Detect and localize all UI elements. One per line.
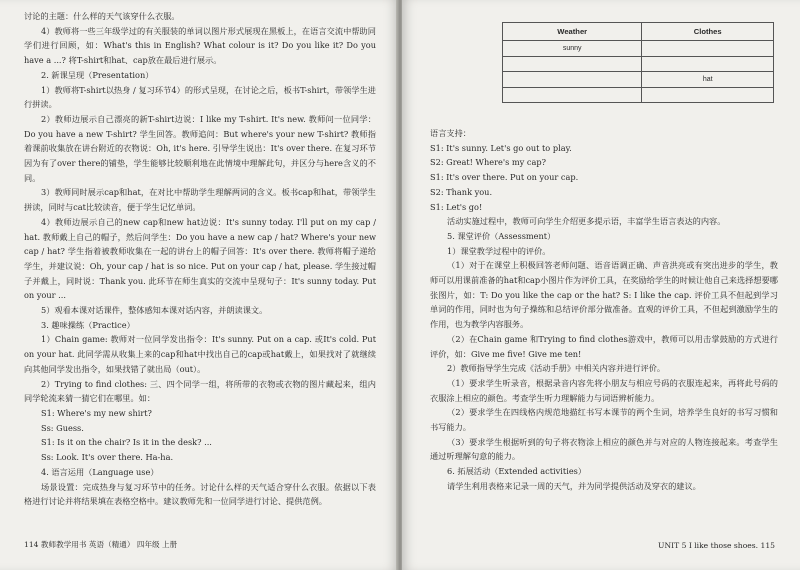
paragraph: 语言支持： <box>430 128 471 138</box>
weather-header: Weather <box>503 23 642 41</box>
paragraph: 请学生利用表格来记录一周的天气，并为同学提供活动及穿衣的建议。 <box>447 480 701 491</box>
paragraph: 活动实施过程中，教师可向学生介绍更多提示语，丰富学生语言表达的内容。 <box>447 216 726 227</box>
paragraph: 5. 课堂评价（Assessment） <box>447 230 556 241</box>
paragraph: 2. 新课呈现（Presentation） <box>41 69 154 80</box>
paragraph: 场景设置：完成热身与复习环节中的任务。讨论什么样的天气适合穿什么衣服。依据以下表格进行讨论并将结果填在表格空格中。建议教师先和一位同学进行讨论、提供范例。 <box>24 481 376 507</box>
right-page <box>402 0 800 570</box>
table-cell <box>503 87 642 103</box>
left-page <box>0 0 398 570</box>
paragraph: S1: Where's my new shirt? <box>41 407 152 418</box>
table-cell <box>642 87 774 103</box>
paragraph: S1: Is it on the chair? Is it in the desk? ... <box>41 437 212 448</box>
paragraph: 6. 拓展活动（Extended activities） <box>447 466 587 477</box>
paragraph: 2）教师边展示自己漂亮的新T-shirt边说：I like my T-shirt. It's new. 教师问一位同学：Do you have a new T-shirt? 学生回答。教师追问：But where's your new T-shirt? 教师指着课前收集放在讲台附近的衣物说：Oh, it's here. 引导学生说出：It's over there. 在复习环节因为有了over there的铺垫，学生能够比较顺利地在此情境中理解此句，并区分与here含义的不同。 <box>24 113 376 183</box>
table-cell <box>503 56 642 72</box>
table-row <box>503 72 774 88</box>
paragraph: 3）教师同时展示cap和hat，在对比中帮助学生理解两词的含义。板书cap和hat，带领学生拼读，同时与cat比较读音，便于学生记忆单词。 <box>24 187 376 213</box>
paragraph: S2: Thank you. <box>430 186 493 197</box>
paragraph: （2）在Chain game 和Trying to find clothes游戏中，教师可以用击掌鼓励的方式进行评价，如：Give me five! Give me ten! <box>430 333 778 359</box>
paragraph: （3）要求学生根据听到的句子将衣物涂上相应的颜色并与对应的人物连接起来。考查学生通过听理解句意的能力。 <box>430 436 778 462</box>
paragraph: S2: Great! Where's my cap? <box>430 157 546 168</box>
paragraph: 1）教师将T-shirt以热身 / 复习环节4）的形式呈现，在讨论之后，板书T-shirt，带领学生进行拼读。 <box>24 84 376 110</box>
table-row <box>503 87 774 103</box>
table-cell <box>642 56 774 72</box>
right-page-text <box>430 126 778 494</box>
paragraph: Ss: Look. It's over there. Ha-ha. <box>41 452 174 463</box>
table-header-row <box>503 23 774 41</box>
table-cell <box>642 41 774 57</box>
paragraph: Ss: Guess. <box>41 422 84 433</box>
paragraph: 4. 语言运用（Language use） <box>41 466 159 477</box>
paragraph: 4）教师边展示自己的new cap和new hat边说：It's sunny today. I'll put on my cap / hat. 教师戴上自己的帽子，然后问学生：Do you have a new cap / hat? Where's your new cap / hat? 学生指着被教师收集在一起的讲台上的帽子回答：It's over there. 教师将帽子递给学生，并建议说：Oh, your cap / hat is so nice. Put on your cap / hat, please. 学生接过帽子并戴上，同时说：Thank you. 此环节在师生真实的交流中呈现句子：It's sunny today. Put on your ... <box>24 216 376 301</box>
paragraph: 4）教师将一些三年级学过的有关服装的单词以图片形式展现在黑板上，在语言交流中帮助同学们进行回顾，如：What's this in English? What colour is it? Do you like it? Do you have a ...? 将T-shirt和hat、cap放在最后进行展示。 <box>24 25 376 66</box>
paragraph: S1: It's over there. Put on your cap. <box>430 172 579 183</box>
right-page-footer: UNIT 5 I like those shoes. 115 <box>658 541 775 550</box>
paragraph: S1: Let's go! <box>430 201 483 212</box>
paragraph: （1）对于在课堂上积极回答老师问题、语音语调正确、声音洪亮或有突出进步的学生，教师可以用课前准备的hat和cap小图片作为评价工具，在奖励给学生的时候让他自己来选择想要哪张图片，如：T: Do you like the cap or the hat? S: I like the cap. 评价工具不但起到学习单词的作用，同时也为句子操练和总结评价部分做准备。直观的评价工具，不但起到激励学生的作用，也为教学内容服务。 <box>430 260 778 330</box>
table-row <box>503 56 774 72</box>
paragraph: （1）要求学生听录音，根据录音内容先将小朋友与相应号码的衣服连起来，再将此号码的衣服涂上相应的颜色。考查学生听力理解能力与词语辨析能力。 <box>430 377 778 403</box>
left-page-text <box>24 9 376 509</box>
paragraph: 1）Chain game: 教师对一位同学发出指令：It's sunny. Put on a cap. 或It's cold. Put on your hat. 此同学需从收集上来的cap和hat中找出自己的cap或hat戴上，如果找对了就继续向其他同学发出指令，如果找错了就出局（out）。 <box>24 334 376 374</box>
clothes-header: Clothes <box>642 23 774 41</box>
paragraph: （2）要求学生在四线格内规范地描红书写本课节的两个生词，培养学生良好的书写习惯和书写能力。 <box>430 407 778 433</box>
paragraph: 讨论的主题：什么样的天气该穿什么衣服。 <box>24 11 180 21</box>
paragraph: 3. 趣味操练（Practice） <box>41 319 135 330</box>
paragraph: 5）观看本课对话课件，整体感知本课对话内容，并朗读课文。 <box>41 305 268 316</box>
paragraph: 2）Trying to find clothes: 三、四个同学一组，将所带的衣物或衣物的图片藏起来，组内同学轮流来猜一猜它们在哪里。如： <box>24 378 376 404</box>
paragraph: 2）教师指导学生完成《活动手册》中相关内容并进行评价。 <box>447 363 666 374</box>
paragraph: S1: It's sunny. Let's go out to play. <box>430 142 572 153</box>
paragraph: 1）课堂教学过程中的评价。 <box>447 245 551 256</box>
table-row <box>503 41 774 57</box>
table-cell: sunny <box>503 41 642 57</box>
weather-clothes-table <box>502 22 774 103</box>
left-page-footer: 114 教师教学用书 英语（精通） 四年级 上册 <box>24 540 178 549</box>
table-cell <box>503 72 642 88</box>
table-cell: hat <box>642 72 774 88</box>
